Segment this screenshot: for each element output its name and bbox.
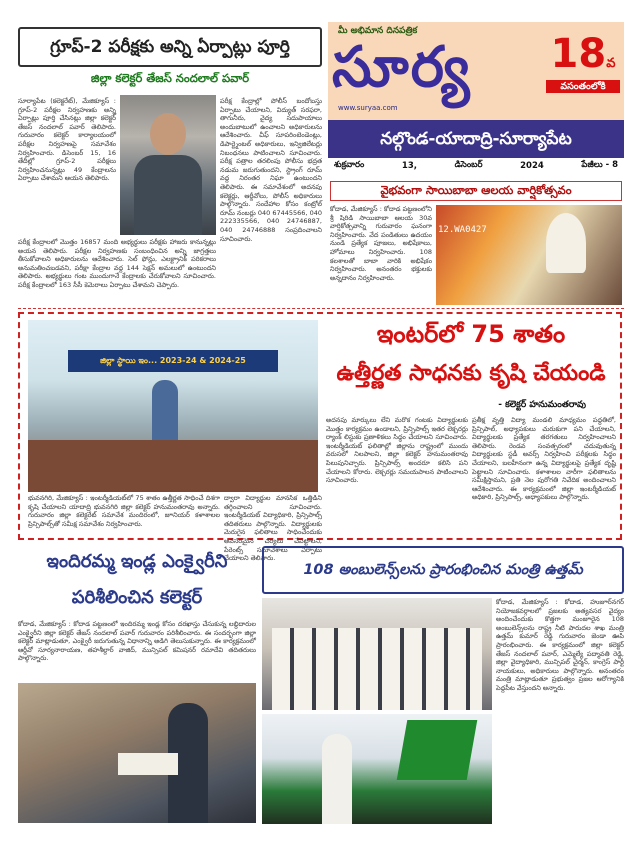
- meeting-photo: [28, 320, 318, 492]
- story2-headline: వైభవంగా సాయిబాబా ఆలయ వార్షికోత్సవం: [380, 183, 572, 197]
- enquiry-photo: [18, 683, 256, 823]
- story3-headline-a: ఇంటర్‌లో 75 శాతం: [376, 320, 566, 348]
- dateline-month: డిసెంబర్: [454, 160, 483, 170]
- story3-caption-right: ద్వారా విద్యార్థుల మానసిక ఒత్తిడిని తగ్గించాలని సూచించారు. ఇంటర్మీడియట్ విద్యాధికారి, ప్రిన్సిపాల్స్ తదితరులు పాల్గొన్నారు. విద్యార్థులకు మెరుగైన ఫలితాలు సాధించేందుకు అవసరమైన చర్యలు చేపట్టాలని, పేరెంట్స్ సమావేశాలు ఏర్పాటు చేయాలని తెలిపారు.: [224, 494, 322, 563]
- story1-subhead: జిల్లా కలెక్టర్ తేజస్ నందలాల్ పవార్: [90, 71, 250, 85]
- logo-text: సూర్య: [332, 35, 472, 100]
- story4-headline-a: ఇందిరమ్మ ఇండ్ల ఎంక్వైరీని: [46, 551, 228, 572]
- minister-figure: [322, 734, 352, 824]
- minister-photo-2: [262, 714, 492, 824]
- masthead-top: [328, 22, 624, 120]
- story5-headline: 108 అంబులెన్స్‌లను ప్రారంభించిన మంత్రి ఉత్తమ్: [303, 562, 583, 578]
- story1-col-bottom: పరీక్ష కేంద్రాలలో మొత్తం 16857 మంది అభ్యర్థులు పరీక్షకు హాజరు కానున్నట్లు అయన తెలిపారు. పరీక్షల నిర్వహణకు సంబంధించిన అన్ని జాగ్రత్తలు తీసుకోవాలని అధికారులను ఆదేశించారు. సెల్ ఫోన్లు, ఎలక్ట్రానిక్ పరికరాలు అనుమతించబడవని, పరీక్షా కేంద్రాల వద్ద 144 సెక్షన్ అమలులో ఉంటుందని తెలిపారు. అభ్యర్థులు గంట ముందుగానే కేంద్రాలకు చేరుకోవాలని సూచించారు. పరీక్ష కేంద్రాలలో 163 సీసీ కెమెరాలు ఏర్పాటు చేశామని చెప్పారు.: [18, 238, 216, 289]
- photo-label: 12.WA0427: [438, 225, 487, 235]
- story3-headline-b: ఉత్తీర్ణత సాధనకు కృషి చేయండి: [336, 361, 606, 386]
- group-shape: [272, 628, 482, 710]
- idol-shape: [546, 213, 586, 273]
- document-shape: [118, 753, 178, 775]
- story2-body: కోదాడ, మేజిక్యూస్ : కోదాడ పట్టణంలోని శ్రీ షిరిడి సాయిబాబా ఆలయ 30వ వార్షికోత్సవాన్ని గురువారం ఘనంగా నిర్వహించారు. వేద పండితులు ఉదయం నుండి ప్రత్యేక పూజలు, అభిషేకాలు, హోమాలు నిర్వహించారు. 108 కలశాలతో బాబా వారికి అభిషేకం నిర్వహించారు. అనంతరం భక్తులకు అన్నదానం నిర్వహించారు.: [330, 205, 432, 282]
- story3-byline: - కలెక్టర్ హనుమంతరావు: [498, 400, 586, 410]
- banner-text: జిల్లా స్థాయి ఇం... 2023-24 & 2024-25: [68, 350, 278, 372]
- edition-bar: [328, 120, 624, 158]
- edition-name: నల్గొండ-యాదాద్రి-సూర్యాపేట: [380, 129, 572, 149]
- story1-headline: గ్రూప్-2 పరీక్షకు అన్ని ఏర్పాట్లు పూర్తి: [50, 37, 290, 57]
- logo-tagline: మీ అభిమాన దినపత్రిక: [338, 26, 418, 36]
- dateline-date-day: 13,: [401, 161, 417, 171]
- story2-headline-box: [330, 181, 622, 201]
- story4-headline-b: పరిశీలించిన కలెక్టర్: [71, 587, 203, 608]
- audience-shape: [28, 440, 318, 492]
- dateline-year: 2024: [520, 161, 544, 171]
- suit-shape: [134, 155, 202, 235]
- story4-body: కోదాడ, మేజిక్యూస్ : కోదాడ పట్టణంలో ఇందిరమ్మ ఇండ్ల కోసం దరఖాస్తు చేసుకున్న లబ్ధిదారుల ఎంక్వైరీని జిల్లా కలెక్టర్ తేజస్ నందలాల్ పవార్ గురువారం పరిశీలించారు. ఈ సందర్భంగా జిల్లా కలెక్టర్ మాట్లాడుతూ, ఎంక్వైరీ జరుగుతున్న విధానాన్ని అడిగి తెలుసుకున్నారు. ఈ కార్యక్రమంలో ఆర్డీవో సూర్యనారాయణ, తహశీల్దార్ వాజిద్, మున్సిపల్ కమిషనర్ రమాదేవి తదితరులు పాల్గొన్నారు.: [18, 620, 256, 663]
- website-link[interactable]: www.suryaa.com: [338, 104, 398, 112]
- story3-caption: భువనగిరి, మేజిక్యూస్ : ఇంటర్మీడియట్‌లో 75 శాతం ఉత్తీర్ణత సాధించే దిశగా కృషి చేయాలని యాదాద్రి భువనగిరి జిల్లా కలెక్టర్ హనుమంతరావు అన్నారు. గురువారం జిల్లా కలెక్టరేట్ సమావేశ మందిరంలో, జూనియర్ కళాశాలల ప్రిన్సిపాల్స్‌తో సమీక్ష సమావేశం నిర్వహించారు.: [28, 494, 220, 528]
- face-shape: [150, 113, 186, 155]
- anniversary-badge: [546, 30, 620, 94]
- story3-col1: అదనపు మార్కులు లేని మరొక గంటకు విద్యార్థులకు మొత్తం కార్యక్రమం ఉండాలని, ప్రిన్సిపాల్స్ ఇతర లెక్చరర్లు ర్యాంక్ లిస్టుకు ప్రణాళికలు సిద్ధం చేయాలని సూచించారు. ఇంటర్మీడియట్ ఫలితాల్లో జిల్లాను రాష్ట్రంలో ముందు వరుసలో నిలపాలని, జిల్లా కలెక్టర్ హనుమంతరావు పిలుపునిచ్చారు. ప్రిన్సిపాల్స్ అందరూ కలిసి పని చేయాలని కోరారు. లెక్చరర్లు సమయపాలన పాటించాలని సూచించారు.: [326, 416, 468, 485]
- story3-col2: ప్రతీక్ష వృత్తి విద్యా మండలి మాధ్యమం పద్ధతిలో, ప్రిన్సిపాల్, అధ్యాపకులు చురుకుగా పని చేయాలని, విద్యార్థులకు ప్రత్యేక తరగతులు నిర్వహించాలని తెలిపారు. రెండవ సంవత్సరంలో చదువుతున్న విద్యార్థులకు స్టడీ అవర్స్ నిర్వహించి పరీక్షలకు సిద్ధం చేయాలని, బలహీనంగా ఉన్న విద్యార్థులపై ప్రత్యేక దృష్టి పెట్టాలని సూచించారు. కళాశాలల వారీగా ఫలితాలను సమీక్షిస్తామని, ప్రతి నెల పురోగతి నివేదిక అందించాలని ఆదేశించారు. ఈ కార్యక్రమంలో జిల్లా ఇంటర్మీడియట్ అధికారి, ప్రిన్సిపాల్స్, అధ్యాపకులు పాల్గొన్నారు.: [472, 416, 616, 502]
- story1-col-right: పరీక్ష కేంద్రాల్లో పోలీస్ బందోబస్తు ఏర్పాటు చేయాలని, విద్యుత్ సరఫరా, తాగునీరు, వైద్య సదుపాయాలు అందుబాటులో ఉంచాలని అధికారులను ఆదేశించారు. చీఫ్ సూపరింటెండెంట్లు, డిపార్ట్మెంటల్ అధికారులు, ఇన్విజిలేటర్లు నిబంధనలు పాటించాలని సూచించారు. పరీక్ష పత్రాల తరలింపు పోలీసు భద్రత నడుమ జరుగుతుందని, స్ట్రాంగ్ రూమ్ వద్ద నిరంతర నిఘా ఉంటుందని తెలిపారు. ఈ సమావేశంలో అదనపు కలెక్టర్లు, ఆర్డీవోలు, పోలీస్ అధికారులు పాల్గొన్నారు. సందేహాల కోసం కంట్రోల్ రూమ్ నంబర్లు 040 67445566, 040 222335566, 040 24746887, 040 24746888 సంప్రదించాలని సూచించారు.: [220, 97, 322, 243]
- anniversary-number: 18: [550, 31, 607, 77]
- anniversary-text: వసంతంలోకి: [546, 80, 620, 93]
- minister-photo-1: [262, 598, 492, 710]
- dateline-day: శుక్రవారం: [334, 160, 365, 170]
- story5-body: కోదాడ, మేజిక్యూస్ : కోదాడ, హుజూర్‌నగర్ నియోజకవర్గాలలో ప్రజలకు అత్యవసర వైద్యం అందించేందుకు కొత్తగా మంజూరైన 108 అంబులెన్స్‌లను రాష్ట్ర నీటి పారుదల శాఖ మంత్రి ఉత్తమ్ కుమార్ రెడ్డి గురువారం జెండా ఊపి ప్రారంభించారు. ఈ కార్యక్రమంలో జిల్లా కలెక్టర్ తేజస్ నందలాల్ పవార్, ఎమ్మెల్యే పద్మావతి రెడ్డి, జిల్లా వైద్యాధికారి, మున్సిపల్ చైర్మన్, కాంగ్రెస్ పార్టీ నాయకులు, అధికారులు పాల్గొన్నారు. అనంతరం మంత్రి మాట్లాడుతూ ప్రభుత్వం ప్రజల ఆరోగ్యానికి పెద్దపీట వేస్తుందని అన్నారు.: [496, 598, 624, 692]
- story1-headline-box: [18, 27, 322, 67]
- divider-1: [18, 308, 624, 309]
- dateline: [328, 158, 624, 174]
- collector-photo: [120, 95, 216, 235]
- flag-shape: [397, 720, 478, 780]
- story5-headline-box: [262, 546, 624, 594]
- dateline-pages: పేజీలు - 8: [581, 160, 618, 170]
- temple-photo: [436, 205, 622, 305]
- anniversary-suffix: వ: [606, 56, 616, 71]
- story1-col-left: సూర్యాపేట (కలెక్టరేట్), మేజిక్యూస్ : గ్రూప్-2 పరీక్షల నిర్వహణకు అన్ని ఏర్పాట్లు పూర్తి చేసినట్లు జిల్లా కలెక్టర్ తేజస్ నందలాల్ పవార్ తెలిపారు. గురువారం కలెక్టర్ కార్యాలయంలో పరీక్షల నిర్వహణపై సమావేశం నిర్వహించారు. డిసెంబర్ 15, 16 తేదీల్లో గ్రూప్-2 పరీక్షలు నిర్వహించనున్నట్లు 49 కేంద్రాలను ఏర్పాటు చేశామని ఆయన తెలిపారు.: [18, 97, 116, 183]
